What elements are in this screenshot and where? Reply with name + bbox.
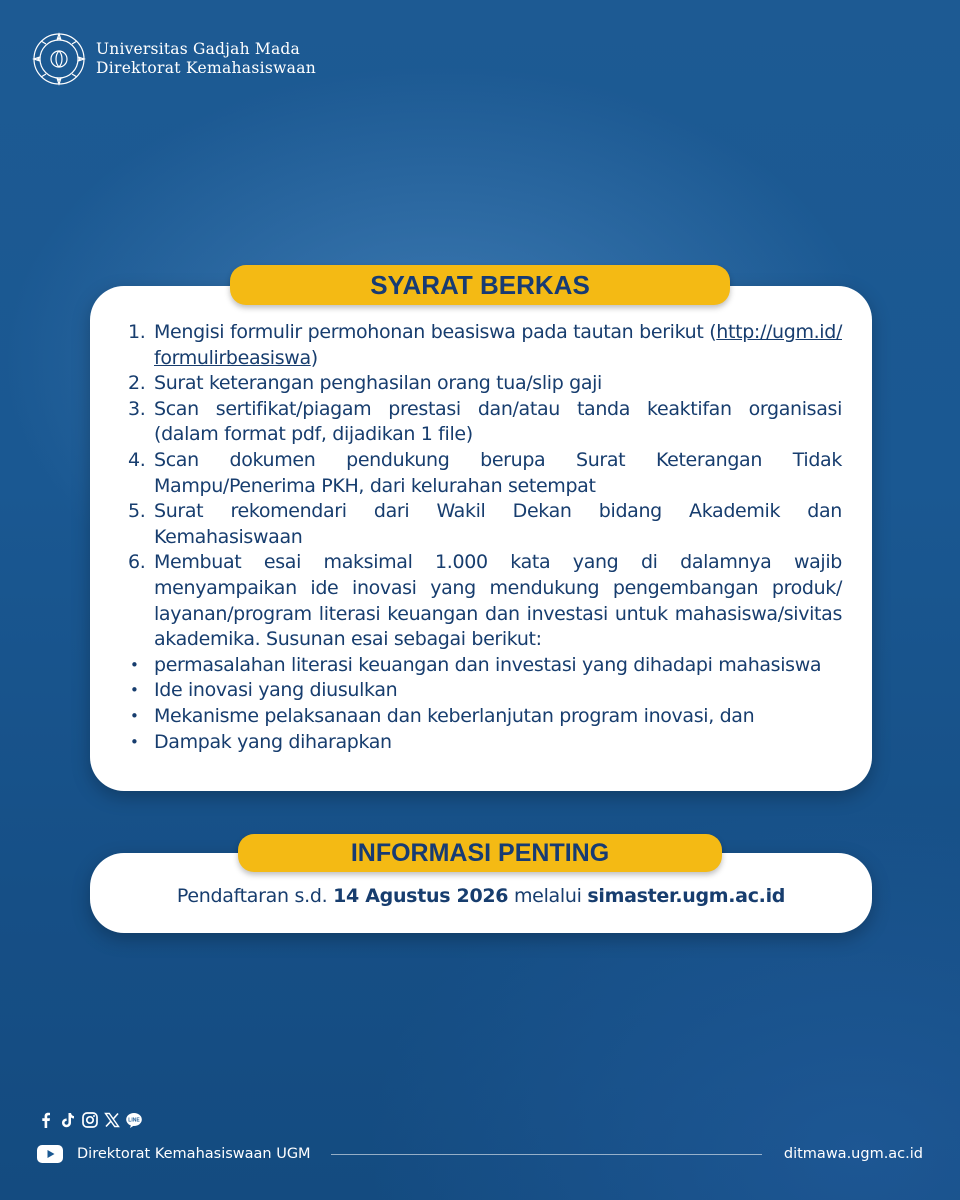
item-marker: 4. — [128, 448, 146, 471]
item-text: permasalahan literasi keuangan dan investasi yang dihadapi mahasiswa — [154, 653, 822, 676]
footer — [37, 1141, 923, 1167]
item-marker: 5. — [128, 500, 146, 523]
item-marker: 2. — [128, 372, 146, 395]
info-text — [90, 885, 872, 907]
x-icon[interactable] — [103, 1111, 121, 1129]
list-item — [128, 371, 842, 397]
directorate-name: Direktorat Kemahasiswaan — [96, 59, 317, 77]
list-item — [128, 397, 842, 448]
bullet-marker: • — [130, 706, 139, 725]
item-text: Scan dokumen pendukung berupa Surat Keterangan Tidak Mampu/Penerima PKH, dari kelurahan setempat — [154, 448, 842, 497]
bullet-marker: • — [130, 655, 139, 674]
ugm-seal-icon — [32, 32, 86, 86]
youtube-icon[interactable] — [37, 1145, 63, 1163]
list-item — [128, 550, 842, 652]
info-text-before: Pendaftaran s.d. — [176, 885, 328, 907]
list-item — [128, 320, 842, 371]
instagram-icon[interactable] — [81, 1111, 99, 1129]
list-item — [128, 499, 842, 550]
tiktok-icon[interactable] — [59, 1111, 77, 1129]
social-icons — [37, 1111, 143, 1129]
item-text: Ide inovasi yang diusulkan — [154, 679, 398, 702]
channel-name[interactable]: Direktorat Kemahasiswaan UGM — [77, 1146, 311, 1162]
bullet-marker: • — [130, 732, 139, 751]
item-text-end: ) — [310, 346, 318, 369]
university-name: Universitas Gadjah Mada — [96, 40, 300, 59]
website[interactable]: ditmawa.ugm.ac.id — [783, 1146, 923, 1162]
info-text-mid: melalui — [513, 885, 582, 907]
item-text: Dampak yang diharapkan — [154, 730, 392, 753]
item-text: Surat keterangan penghasilan orang tua/slip gaji — [154, 372, 602, 395]
info-title: INFORMASI PENTING — [238, 834, 722, 872]
list-item — [128, 448, 842, 499]
list-item — [128, 704, 842, 730]
deadline-date: 14 Agustus 2026 — [333, 885, 509, 907]
list-item — [128, 653, 842, 679]
item-marker: 1. — [128, 321, 146, 343]
item-text: Surat rekomendari dari Wakil Dekan bidang Akademik dan Kemahasiswaan — [154, 500, 842, 548]
item-text: Membuat esai maksimal 1.000 kata yang di dalamnya wajib menyampaikan ide inovasi yang mendukung pengembangan produk/ layanan/program literasi keuangan dan investasi untuk mahasiswa/sivitas akademika. Susunan esai sebagai berikut: — [154, 551, 842, 651]
line-icon-label: LINE — [128, 1117, 140, 1124]
list-item — [128, 678, 842, 704]
line-icon[interactable] — [125, 1111, 143, 1129]
footer-divider — [331, 1154, 762, 1155]
item-text: Scan sertifikat/piagam prestasi dan/atau tanda keaktifan organisasi (dalam format pdf, dijadikan 1 file) — [154, 397, 842, 446]
requirements-list — [128, 320, 842, 755]
item-text: Mekanisme pelaksanaan dan keberlanjutan program inovasi, dan — [154, 704, 755, 727]
header — [32, 32, 316, 86]
requirements-title: SYARAT BERKAS — [230, 265, 730, 305]
item-marker: 6. — [128, 551, 146, 574]
item-text: Mengisi formulir permohonan beasiswa pada tautan berikut ( — [154, 321, 717, 343]
list-item — [128, 730, 842, 756]
facebook-icon[interactable] — [37, 1111, 55, 1129]
form-link[interactable]: http://ugm.id/ formulirbeasiswa — [154, 321, 842, 369]
bullet-marker: • — [130, 681, 139, 700]
registration-site[interactable]: simaster.ugm.ac.id — [587, 885, 786, 907]
item-marker: 3. — [128, 397, 146, 420]
